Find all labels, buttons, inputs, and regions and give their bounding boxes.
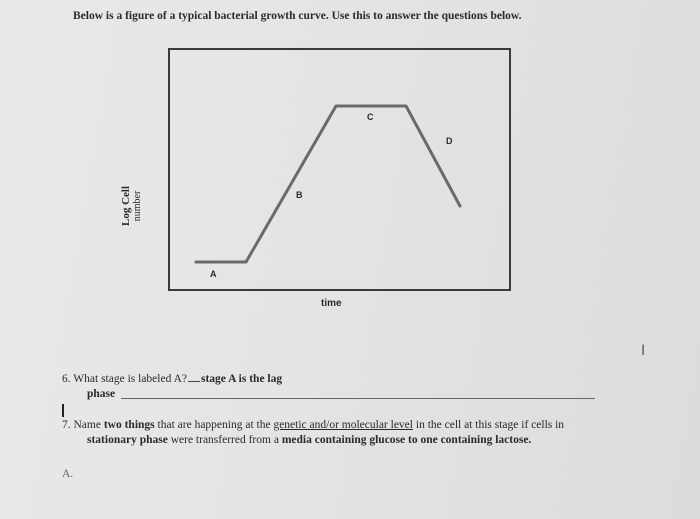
answer-a-label[interactable]: A. bbox=[62, 468, 74, 480]
question-7-line-2 bbox=[87, 434, 531, 446]
stage-label-d: D bbox=[446, 136, 453, 146]
growth-curve-line bbox=[196, 106, 460, 262]
growth-curve-figure bbox=[168, 48, 511, 291]
question-7-bold-two-things: two things bbox=[103, 419, 155, 431]
question-6 bbox=[62, 371, 282, 385]
text-cursor bbox=[62, 404, 64, 417]
question-7-text-2: in the cell at this stage if cells in bbox=[413, 419, 565, 431]
question-7-bold-stationary: stationary phase bbox=[87, 434, 168, 446]
answer-line bbox=[121, 398, 595, 399]
question-6-answer-continued[interactable]: phase bbox=[87, 388, 116, 400]
question-6-answer[interactable]: stage A is the lag bbox=[200, 373, 283, 385]
stage-label-a: A bbox=[210, 269, 217, 279]
x-axis-label: time bbox=[321, 298, 342, 309]
question-6-text: 6. What stage is labeled A? bbox=[62, 373, 187, 385]
stage-label-c: C bbox=[367, 112, 374, 122]
stage-label-b: B bbox=[296, 190, 303, 200]
y-axis-label bbox=[120, 186, 144, 226]
y-axis-label-line2: number bbox=[132, 190, 143, 222]
question-7-underlined: genetic and/or molecular level bbox=[273, 419, 413, 431]
question-7-text-1: that are happening at the bbox=[154, 419, 274, 431]
instructions-heading: Below is a figure of a typical bacterial growth curve. Use this to answer the questions below. bbox=[73, 10, 522, 22]
question-7-text-3: were transferred from a bbox=[167, 434, 282, 446]
question-7-bold-media: media containing glucose to one containing lactose. bbox=[281, 434, 532, 446]
question-7-number: 7. Name bbox=[62, 419, 104, 431]
ibeam-cursor-icon: I bbox=[641, 343, 646, 359]
growth-curve-plot bbox=[170, 50, 509, 289]
answer-blank bbox=[188, 371, 200, 382]
y-axis-label-line1: Log Cell bbox=[120, 185, 132, 226]
question-7 bbox=[62, 419, 564, 431]
